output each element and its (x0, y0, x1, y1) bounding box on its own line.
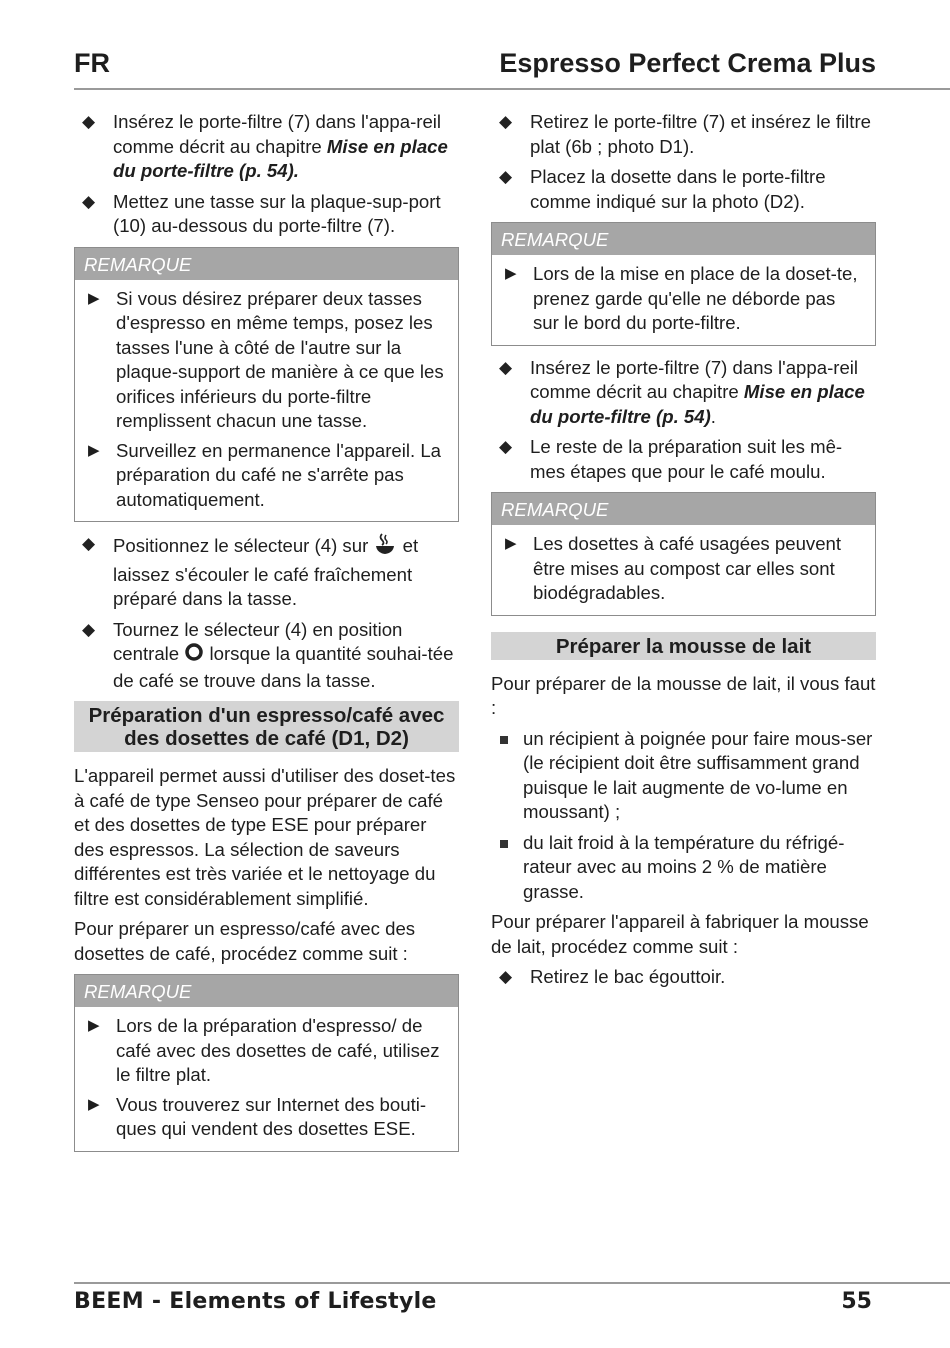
right-column (491, 110, 876, 996)
diamond-bullet-icon: ◆ (82, 191, 96, 211)
language-code: FR (74, 48, 110, 78)
note-box (74, 974, 459, 1152)
note-item: ▶ Lors de la mise en place de la doset-te, prenez garde qu'elle ne déborde pas sur le bord du porte-filtre. (505, 263, 858, 333)
triangle-bullet-icon: ▶ (505, 265, 517, 282)
list-item: ◆ Retirez le bac égouttoir. (491, 965, 876, 990)
note-title: REMARQUE (75, 248, 458, 280)
diamond-bullet-icon: ◆ (82, 534, 96, 553)
list-item: ◆ Insérez le porte-filtre (7) dans l'appa-reil comme décrit au chapitre Mise en place du porte-filtre (p. 54). (499, 356, 865, 427)
footer-rule (74, 1282, 950, 1284)
square-bullet-icon (500, 736, 508, 744)
section-heading: Préparer la mousse de lait (491, 632, 876, 660)
note-title: REMARQUE (492, 493, 875, 525)
diamond-bullet-icon: ◆ (82, 112, 96, 131)
diamond-bullet-icon: ◆ (499, 967, 513, 986)
diamond-bullet-icon: ◆ (499, 357, 513, 377)
note-title: REMARQUE (75, 975, 458, 1007)
list-item: du lait froid à la température du réfrigé-rateur avec au moins 2 % de matière grasse. (491, 831, 876, 905)
note-item: ▶ Si vous désirez préparer deux tasses d'espresso en même temps, posez les tasses l'une à côté de l'autre sur la plaque-support de manière à ce que les orifices inférieurs du porte-filtre remplissent chacun une tasse. (88, 287, 444, 431)
circle-position-icon (184, 642, 204, 669)
list-item: ◆ Retirez le porte-filtre (7) et insérez le filtre plat (6b ; photo D1). (499, 111, 871, 157)
manual-title: Espresso Perfect Crema Plus (499, 48, 876, 78)
diamond-bullet-icon: ◆ (499, 437, 513, 456)
triangle-bullet-icon: ▶ (88, 1017, 100, 1034)
page-number: 55 (841, 1289, 872, 1314)
note-item: ▶ Les dosettes à café usagées peuvent être mises au compost car elles sont biodégradables. (505, 533, 842, 603)
paragraph: Pour préparer de la mousse de lait, il vous faut : (491, 672, 876, 718)
note-box (491, 222, 876, 346)
list-item: ◆ Insérez le porte-filtre (7) dans l'appa-reil comme décrit au chapitre Mise en place du porte-filtre (p. 54). (82, 111, 448, 181)
diamond-bullet-icon: ◆ (499, 112, 513, 131)
list-item: ◆ Tournez le sélecteur (4) en position centrale lorsque la quantité souhai-tée de café se trouve dans la tasse. (82, 618, 454, 691)
coffee-cup-icon (373, 532, 397, 563)
chapter-reference: Mise en place du porte-filtre (p. 54). (113, 135, 448, 181)
header-rule (74, 88, 950, 90)
triangle-bullet-icon: ▶ (88, 1095, 100, 1113)
note-item: ▶ Surveillez en permanence l'appareil. La préparation du café ne s'arrête pas automatiquement. (88, 439, 442, 510)
list-item: ◆ Mettez une tasse sur la plaque-sup-port (10) au-dessous du porte-filtre (7). (82, 190, 441, 236)
note-title: REMARQUE (492, 223, 875, 255)
note-item: ▶ Lors de la préparation d'espresso/ de café avec des dosettes de café, utilisez le filtre plat. (88, 1015, 440, 1085)
triangle-bullet-icon: ▶ (88, 441, 100, 459)
list-item: ◆ Placez la dosette dans le porte-filtre comme indiqué sur la photo (D2). (499, 166, 826, 212)
paragraph: Pour préparer l'appareil à fabriquer la mousse de lait, procédez comme suit : (491, 911, 869, 957)
list-item: un récipient à poignée pour faire mous-ser (le récipient doit être suffisamment grand puisque le lait augmente de vo-lume en moussant) ; (491, 727, 876, 825)
chapter-reference: Mise en place du porte-filtre (p. 54) (530, 381, 865, 427)
note-item: ▶ Vous trouverez sur Internet des bouti-ques qui vendent des dosettes ESE. (88, 1093, 427, 1139)
note-box (491, 492, 876, 616)
paragraph: Pour préparer un espresso/café avec des dosettes de café, procédez comme suit : (74, 918, 416, 964)
section-heading: Préparation d'un espresso/café avec des dosettes de café (D1, D2) (74, 701, 459, 752)
page-header (74, 48, 876, 84)
list-item: ◆ Positionnez le sélecteur (4) sur et laissez s'écouler le café fraîchement préparé dans la tasse. (82, 534, 419, 609)
triangle-bullet-icon: ▶ (505, 535, 517, 552)
triangle-bullet-icon: ▶ (88, 289, 100, 307)
square-bullet-icon (500, 840, 508, 848)
footer-brand: BEEM - Elements of Lifestyle (74, 1289, 437, 1314)
diamond-bullet-icon: ◆ (499, 167, 513, 186)
list-item: ◆ Le reste de la préparation suit les mê-mes étapes que pour le café moulu. (499, 436, 843, 482)
note-box (74, 247, 459, 523)
diamond-bullet-icon: ◆ (82, 619, 96, 639)
paragraph: L'appareil permet aussi d'utiliser des doset-tes à café de type Senseo pour préparer de café et des dosettes de type ESE pour préparer des espressos. La sélection de saveurs différentes est très variée et le nettoyage du filtre est considérablement simplifié. (74, 765, 456, 909)
left-column (74, 110, 459, 1162)
